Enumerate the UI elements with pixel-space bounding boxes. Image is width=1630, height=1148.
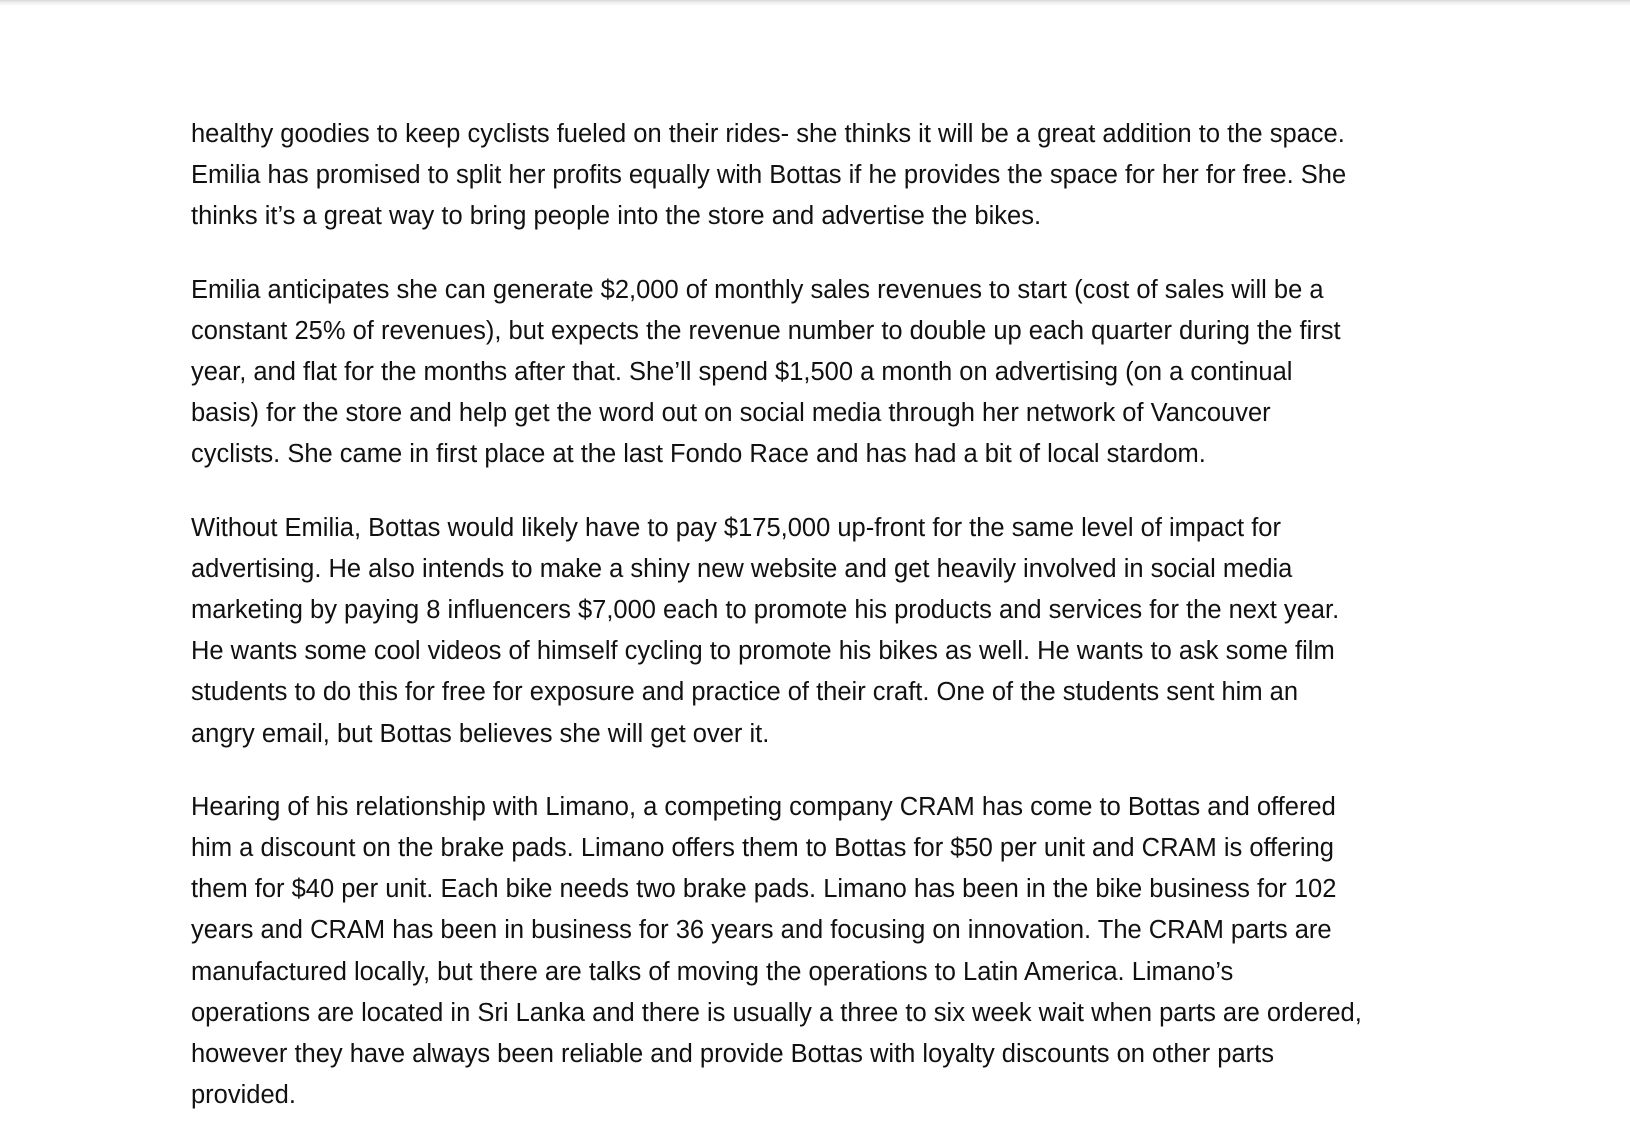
text-line: thinks it’s a great way to bring people into the store and advertise the bikes. xyxy=(191,202,1042,231)
text-line: Emilia anticipates she can generate $2,000 of monthly sales revenues to start (cost of sales will be a xyxy=(191,275,1324,304)
page-top-shadow xyxy=(0,0,1630,6)
text-line: advertising. He also intends to make a shiny new website and get heavily involved in social media xyxy=(191,554,1293,583)
paragraph-emilia-cafe xyxy=(191,114,1451,238)
text-line: year, and flat for the months after that. She’ll spend $1,500 a month on advertising (on a continual xyxy=(191,358,1293,387)
text-line: basis) for the store and help get the word out on social media through her network of Vancouver xyxy=(191,399,1271,428)
text-line: Without Emilia, Bottas would likely have to pay $175,000 up-front for the same level of impact for xyxy=(191,513,1281,542)
text-line: angry email, but Bottas believes she will get over it. xyxy=(191,719,770,748)
text-line: manufactured locally, but there are talks of moving the operations to Latin America. Limano’s xyxy=(191,957,1234,986)
paragraph-advertising xyxy=(191,508,1451,755)
text-line: Hearing of his relationship with Limano, a competing company CRAM has come to Bottas and offered xyxy=(191,792,1336,821)
document-page xyxy=(191,114,1451,1148)
text-line: constant 25% of revenues), but expects the revenue number to double up each quarter during the first xyxy=(191,316,1341,345)
text-line: Emilia has promised to split her profits equally with Bottas if he provides the space for her for free. She xyxy=(191,161,1347,190)
text-line: provided. xyxy=(191,1081,296,1110)
text-line: marketing by paying 8 influencers $7,000 each to promote his products and services for the next year. xyxy=(191,596,1340,625)
text-line: them for $40 per unit. Each bike needs two brake pads. Limano has been in the bike business for 102 xyxy=(191,875,1337,904)
text-line: healthy goodies to keep cyclists fueled on their rides- she thinks it will be a great addition to the space. xyxy=(191,120,1345,148)
text-line: students to do this for free for exposure and practice of their craft. One of the students sent him an xyxy=(191,678,1299,707)
text-line: him a discount on the brake pads. Limano offers them to Bottas for $50 per unit and CRAM is offering xyxy=(191,834,1334,863)
text-line: He wants some cool videos of himself cycling to promote his bikes as well. He wants to ask some film xyxy=(191,637,1335,666)
text-line: cyclists. She came in first place at the last Fondo Race and has had a bit of local stardom. xyxy=(191,440,1206,469)
paragraph-emilia-revenue xyxy=(191,270,1451,476)
text-line: however they have always been reliable and provide Bottas with loyalty discounts on other parts xyxy=(191,1040,1274,1069)
text-line: years and CRAM has been in business for 36 years and focusing on innovation. The CRAM parts are xyxy=(191,916,1332,945)
text-line: operations are located in Sri Lanka and there is usually a three to six week wait when parts are ordered, xyxy=(191,998,1362,1027)
paragraph-brake-pads xyxy=(191,787,1451,1117)
